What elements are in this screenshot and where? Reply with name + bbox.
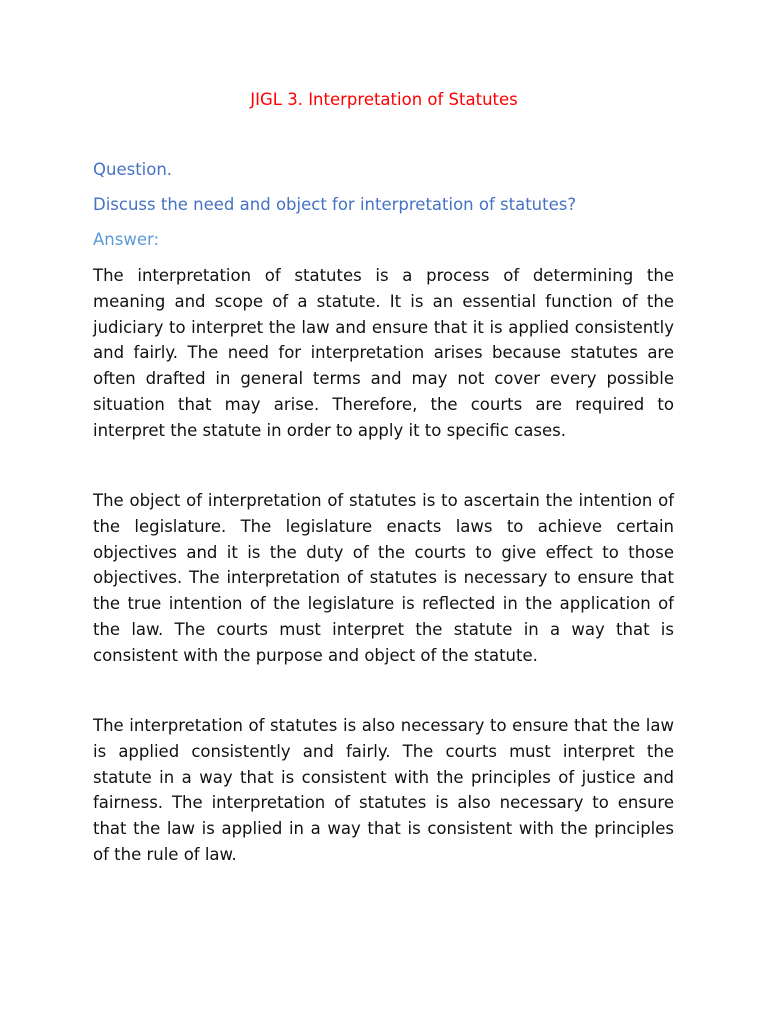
answer-label: Answer: xyxy=(93,230,160,249)
document-title: JIGL 3. Interpretation of Statutes xyxy=(250,90,518,109)
answer-paragraph-3: The interpretation of statutes is also necessary to ensure that the law is applied consistently and fairly. The courts must interpret the statute in a way that is consistent with the principles of justice and fairness. The interpretation of statutes is also necessary to ensure that the law is applied in a way that is consistent with the principles of the rule of law. xyxy=(93,716,674,864)
answer-paragraph-1: The interpretation of statutes is a process of determining the meaning and scope of a statute. It is an essential function of the judiciary to interpret the law and ensure that it is applied consistently and fairly. The need for interpretation arises because statutes are often drafted in general terms and may not cover every possible situation that may arise. Therefore, the courts are required to interpret the statute in order to apply it to specific cases. xyxy=(93,266,674,440)
answer-paragraph-2: The object of interpretation of statutes is to ascertain the intention of the legislature. The legislature enacts laws to achieve certain objectives and it is the duty of the courts to give effect to those objectives. The interpretation of statutes is necessary to ensure that the true intention of the legislature is reflected in the application of the law. The courts must interpret the statute in a way that is consistent with the purpose and object of the statute. xyxy=(93,491,674,665)
question-text: Discuss the need and object for interpretation of statutes? xyxy=(93,195,577,214)
question-label: Question. xyxy=(93,160,173,179)
